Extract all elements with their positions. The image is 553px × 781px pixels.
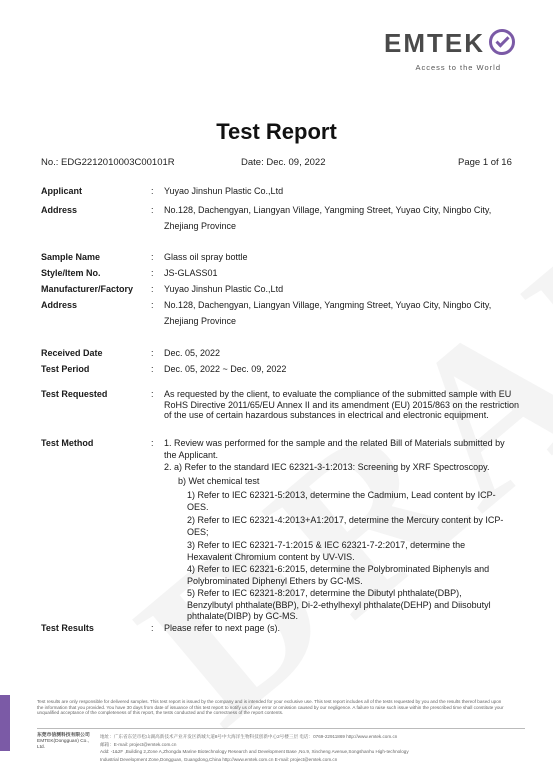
report-number: No.: EDG2212010003C00101R: [41, 157, 175, 168]
method-item-2b: b) Wet chemical test: [178, 476, 260, 486]
brand-name: EMTEK: [384, 28, 485, 58]
colon: :: [151, 300, 154, 310]
field-label: Test Method: [41, 438, 94, 448]
field-value: [164, 300, 524, 327]
colon: :: [151, 268, 154, 278]
field-value: JS-GLASS01: [164, 268, 218, 278]
field-value: Yuyao Jinshun Plastic Co.,Ltd: [164, 186, 284, 196]
report-date: Date: Dec. 09, 2022: [241, 157, 326, 168]
brand-wordmark: [384, 28, 515, 59]
field-label: Style/Item No.: [41, 268, 101, 278]
colon: :: [151, 389, 154, 399]
address-line: No.128, Dachengyan, Liangyan Village, Yangming Street, Yuyao City, Ningbo City,: [164, 300, 492, 310]
colon: :: [151, 364, 154, 374]
field-value: Yuyao Jinshun Plastic Co.,Ltd: [164, 284, 284, 294]
colon: :: [151, 205, 154, 215]
company-name-cn: 东莞市信测科技有限公司: [37, 733, 90, 738]
colon: :: [151, 438, 154, 448]
footer-disclaimer: Test results are only responsible for delivered samples. This test report is issued by the company and is intended for your exclusive use. This test report includes all of the tests requested by you and the results thereof based upon the information that you provided. You have 30 days from date of issuance of this test report to notify us of any error or omission caused by our negligence. A failure to raise such issue within the prescribed time shall constitute your unqualified acceptance of the completeness of this report, the tests conducted and the correctness of the report contents.: [37, 699, 504, 716]
method-sub-4: 4) Refer to IEC 62321-6:2015, determine the Polybrominated Biphenyls and Polybrominated Diphenyl Ethers by GC-MS.: [187, 564, 490, 586]
footer-contact: [100, 733, 520, 763]
company-name-en: EMTEK(Dongguan) Co., Ltd.: [37, 739, 89, 751]
method-sub-3: 3) Refer to IEC 62321-7-1:2015 & IEC 62321-7-2:2017, determine the Hexavalent Chromium content by UV-VIS.: [187, 540, 466, 562]
method-sub-5: 5) Refer to IEC 62321-8:2017, determine the Dibutyl phthalate(DBP), Benzylbutyl phthalate(BBP), Di-2-ethylhexyl phthalate(DEHP) and Diisobutyl phthalate(DIBP) by GC-MS.: [187, 588, 491, 621]
field-label: Test Requested: [41, 389, 108, 399]
brand-tagline: Access to the World: [415, 63, 501, 72]
brand-logo: [384, 28, 515, 72]
method-item-1: 1. Review was performed for the sample and the related Bill of Materials submitted by the Applicant.: [164, 438, 505, 460]
address-line: No.128, Dachengyan, Liangyan Village, Yangming Street, Yuyao City, Ningbo City,: [164, 205, 492, 215]
footer-accent-bar: [0, 695, 10, 751]
field-value: Glass oil spray bottle: [164, 252, 248, 262]
method-sub-1: 1) Refer to IEC 62321-5:2013, determine the Cadmium, Lead content by ICP-OES.: [187, 490, 496, 512]
field-label: Test Period: [41, 364, 90, 374]
field-label: Received Date: [41, 348, 103, 358]
colon: :: [151, 623, 154, 633]
address-line: Zhejiang Province: [164, 315, 237, 326]
field-value: Dec. 05, 2022 ~ Dec. 09, 2022: [164, 364, 287, 374]
footer-divider: [37, 728, 525, 729]
page-title: Test Report: [216, 119, 337, 144]
field-label: Test Results: [41, 623, 94, 633]
address-en: Add: -1&2F ,Building 2,Zone A,Zhongda Marine Biotechnology Research and Development Base ,No.9, Xincheng Avenue,Songshanhu High-technology: [100, 749, 409, 755]
check-circle-icon: [489, 29, 515, 55]
field-value: Please refer to next page (s).: [164, 623, 281, 633]
method-sub-2: 2) Refer to IEC 62321-4:2013+A1:2017, determine the Mercury content by ICP-OES;: [187, 515, 504, 537]
field-value: [164, 205, 524, 232]
address-cn: 地址：广东省东莞市松山湖高新技术产业开发区新城大道8号中大海洋生物科技创新中心2号楼三层 电话：0769-22911869 http://www.emtek.com.cn: [100, 734, 398, 739]
field-value: Dec. 05, 2022: [164, 348, 221, 358]
field-value: As requested by the client, to evaluate the compliance of the submitted sample with EU RoHS Directive 2011/65/EU Annex II and its amendment (EU) 2015/863 on the restriction of the use of certain hazardous substances in electrical and electronic equipment.: [164, 389, 520, 420]
address-line: Zhejiang Province: [164, 220, 237, 231]
field-label: Manufacturer/Factory: [41, 284, 134, 294]
footer-company: [37, 733, 97, 752]
colon: :: [151, 348, 154, 358]
colon: :: [151, 186, 154, 196]
field-label: Sample Name: [41, 252, 101, 262]
colon: :: [151, 284, 154, 294]
address-en-2: Industrial Development Zone,Dongguan, Guangdong,China http://www.emtek.com.cn E-mail: project@emtek.com.cn: [100, 756, 338, 762]
field-label: Address: [41, 205, 78, 215]
field-label: Address: [41, 300, 78, 310]
test-requested-row: [41, 389, 521, 433]
field-label: Applicant: [41, 186, 83, 196]
email-cn: 邮箱：E-mail: project@emtek.com.cn: [100, 741, 177, 747]
colon: :: [151, 252, 154, 262]
method-item-2: 2. a) Refer to the standard IEC 62321-3-1:2013: Screening by XRF Spectroscopy.: [164, 462, 490, 472]
page-number: Page 1 of 16: [458, 157, 512, 168]
